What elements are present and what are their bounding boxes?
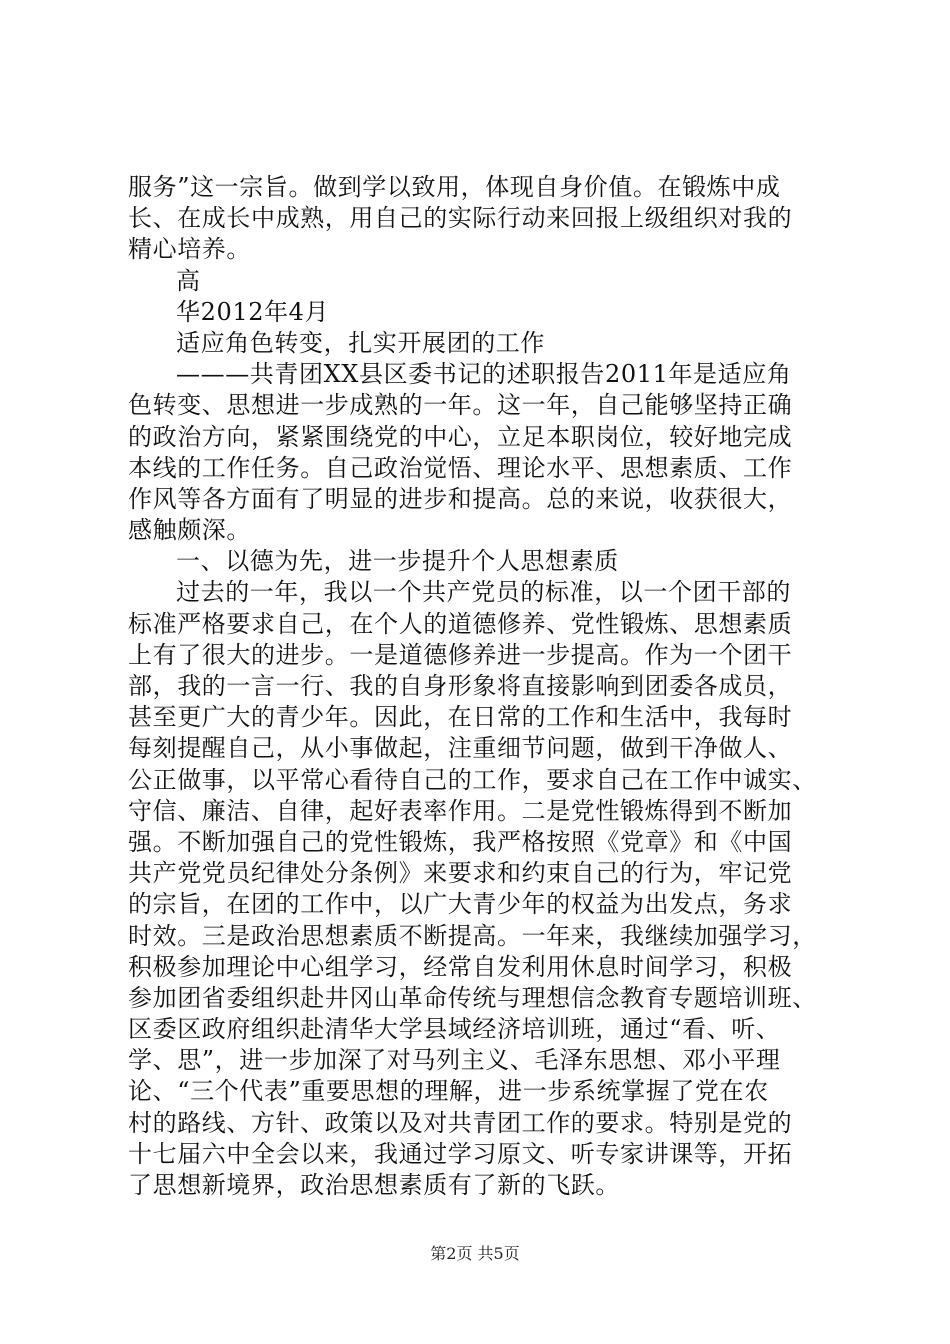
body-line: 积极参加理论中心组学习，经常自发利用休息时间学习，积极 [128, 952, 793, 981]
body-line: 强。不断加强自己的党性锻炼，我严格按照《党章》和《中国 [128, 827, 793, 856]
section-title: 适应角色转变，扎实开展团的工作 [176, 328, 545, 357]
body-line: 作风等各方面有了明显的进步和提高。总的来说，收获很大， [128, 484, 793, 513]
body-line: 服务”这一宗旨。做到学以致用，体现自身价值。在锻炼中成 [128, 173, 781, 201]
body-line: 甚至更广大的青少年。因此，在日常的工作和生活中，我每时 [128, 703, 793, 732]
body-line: 共产党党员纪律处分条例》来要求和约束自己的行为，牢记党 [128, 859, 793, 888]
subtitle-line: ———共青团XX县区委书记的述职报告2011年是适应角 [176, 360, 792, 389]
body-line: 村的路线、方针、政策以及对共青团工作的要求。特别是党的 [128, 1108, 793, 1137]
body-line: 本线的工作任务。自己政治觉悟、理论水平、思想素质、工作 [128, 453, 793, 482]
body-line: 参加团省委组织赴井冈山革命传统与理想信念教育专题培训班、 [128, 983, 817, 1012]
page-number-footer: 第2页 共5页 [430, 1244, 520, 1263]
body-line: 学、思”，进一步加深了对马列主义、毛泽东思想、邓小平理 [128, 1046, 781, 1075]
body-line: 的宗旨，在团的工作中，以广大青少年的权益为出发点，务求 [128, 890, 793, 919]
body-line: 精心培养。 [128, 235, 251, 264]
body-line: 长、在成长中成熟，用自己的实际行动来回报上级组织对我的 [128, 204, 793, 233]
body-line: 了思想新境界，政治思想素质有了新的飞跃。 [128, 1171, 620, 1199]
body-line: 论、“三个代表”重要思想的理解，进一步系统掌握了党在农 [128, 1077, 769, 1106]
signature-date: 华2012年4月 [176, 297, 330, 326]
body-line: 时效。三是政治思想素质不断提高。一年来，我继续加强学习， [128, 921, 817, 950]
body-line: 守信、廉洁、自律，起好表率作用。二是党性锻炼得到不断加 [128, 796, 793, 825]
body-line: 的政治方向，紧紧围绕党的中心，立足本职岗位，较好地完成 [128, 422, 793, 451]
section-heading: 一、以德为先，进一步提升个人思想素质 [176, 547, 619, 576]
body-line: 色转变、思想进一步成熟的一年。这一年，自己能够坚持正确 [128, 391, 793, 420]
document-body [128, 172, 828, 1201]
body-line: 过去的一年，我以一个共产党员的标准，以一个团干部的 [176, 578, 791, 607]
body-line: 标准严格要求自己，在个人的道德修养、党性锻炼、思想素质 [128, 609, 793, 638]
body-line: 每刻提醒自己，从小事做起，注重细节问题，做到干净做人、 [128, 734, 793, 763]
body-line: 感触颇深。 [128, 516, 251, 545]
body-line: 区委区政府组织赴清华大学县域经济培训班，通过“看、听、 [128, 1015, 781, 1044]
signature-surname: 高 [176, 266, 201, 295]
body-line: 公正做事，以平常心看待自己的工作，要求自己在工作中诚实、 [128, 765, 817, 794]
body-line: 上有了很大的进步。一是道德修养进一步提高。作为一个团干 [128, 640, 793, 669]
body-line: 部，我的一言一行、我的自身形象将直接影响到团委各成员， [128, 672, 793, 700]
body-line: 十七届六中全会以来，我通过学习原文、听专家讲课等，开拓 [128, 1139, 793, 1168]
